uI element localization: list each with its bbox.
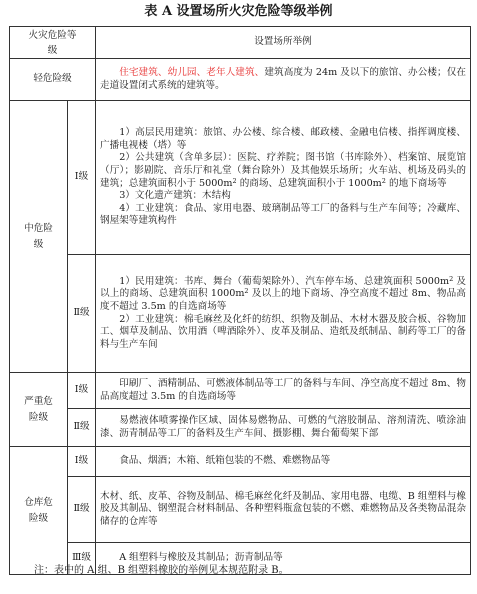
header-examples: 设置场所举例: [96, 27, 471, 59]
table-title: 表 A 设置场所火灾危险等级举例: [144, 4, 333, 19]
row-medium-lvl1: [10, 101, 471, 255]
light-hazard-examples: [96, 59, 471, 101]
row-medium-lvl2: [10, 255, 471, 373]
warehouse-lvl3-examples: A 组塑料与橡胶及其制品；沥青制品等: [96, 543, 471, 575]
table-footnote: 注：表中的 A 组、B 组塑料橡胶的举例见本规范附录 B。: [34, 565, 289, 576]
severe-hazard-label: 严重危险级: [10, 373, 68, 447]
severe-lvl2-label: Ⅱ级: [68, 409, 96, 447]
warehouse-hazard-label: 仓库危险级: [10, 447, 68, 575]
warehouse-lvl1-label: Ⅰ级: [68, 447, 96, 477]
warehouse-lvl2-examples: 木材、纸、皮革、谷物及制品、棉毛麻丝化纤及制品、家用电器、电缆、B 组塑料与橡胶及其制品、钢塑混合材料制品、各种塑料瓶盒包装的不燃、难燃物品及各类物品混杂储存的仓库等: [96, 477, 471, 543]
severe-lvl1-examples: 印刷厂、酒精制品、可燃液体制品等工厂的备料与车间、净空高度不超过 8m、物品高度超过 3.5m 的自选商场等: [96, 373, 471, 409]
warehouse-lvl2-label: Ⅱ级: [68, 477, 96, 543]
fire-hazard-table: [9, 26, 471, 575]
row-warehouse-lvl1: [10, 447, 471, 477]
header-row: [10, 27, 471, 59]
medium-lvl2-label: Ⅱ级: [68, 255, 96, 373]
row-light-hazard: [10, 59, 471, 101]
medium-lvl1-p1: 1）高层民用建筑：旅馆、办公楼、综合楼、邮政楼、金融电信楼、指挥调度楼、广播电视楼（塔）等: [100, 127, 466, 151]
row-severe-lvl1: [10, 373, 471, 409]
warehouse-lvl1-examples: 食品、烟酒；木箱、纸箱包装的不燃、难燃物品等: [96, 447, 471, 477]
severe-lvl2-examples: 易燃液体喷雾操作区域、固体易燃物品、可燃的气溶胶制品、溶剂清洗、喷涂油漆、沥青制品等工厂的备料及生产车间、摄影棚、舞台葡萄架下部: [96, 409, 471, 447]
medium-lvl2-p1: 1）民用建筑：书库、舞台（葡萄架除外）、汽车停车场、总建筑面积 $5000m^2$ 及以上的商场、总建筑面积 $1000m^2$ 及以上的地下商场、净空高度不超过 8m、物品高度不超过 3.5m 的自选商场等: [100, 274, 466, 312]
light-highlight-text: 住宅建筑、幼儿园、老年人建筑、: [119, 66, 265, 78]
warehouse-lvl3-label: Ⅲ级: [68, 543, 96, 575]
medium-lvl1-p3: 3）文化遗产建筑：木结构: [119, 190, 231, 202]
medium-lvl1-label: Ⅰ级: [68, 101, 96, 255]
light-hazard-label: 轻危险级: [10, 59, 96, 101]
row-warehouse-lvl2: [10, 477, 471, 543]
medium-lvl1-p4: 4）工业建筑：食品、家用电器、玻璃制品等工厂的备料与生产车间等；冷藏库、钢屋架等建筑构件: [100, 202, 466, 227]
row-severe-lvl2: [10, 409, 471, 447]
severe-lvl1-label: Ⅰ级: [68, 373, 96, 409]
light-rest-text: 建筑高度为 24m 及以下的旅馆、办公楼；仅在走道设置闭式系统的建筑等。: [100, 66, 467, 91]
medium-lvl2-examples: [96, 255, 471, 373]
medium-lvl1-examples: [96, 101, 471, 255]
medium-lvl1-p2: 2）公共建筑（含单多层）：医院、疗养院；图书馆（书库除外）、档案馆、展览馆（厅）；影剧院、音乐厅和礼堂（舞台除外）及其他娱乐场所；火车站、机场及码头的建筑；总建筑面积小于 $5000m^2$ 的商场、总建筑面积小于 $1000m^2$ 的地下商场等: [100, 152, 466, 189]
medium-hazard-label: 中危险级: [10, 101, 68, 373]
medium-lvl2-p2: 2）工业建筑：棉毛麻丝及化纤的纺织、织物及制品、木材木器及胶合板、谷物加工、烟草及制品、饮用酒（啤酒除外）、皮革及制品、造纸及纸制品、制药等工厂的备料与生产车间: [100, 313, 466, 350]
header-level: 火灾危险等级: [10, 27, 96, 59]
